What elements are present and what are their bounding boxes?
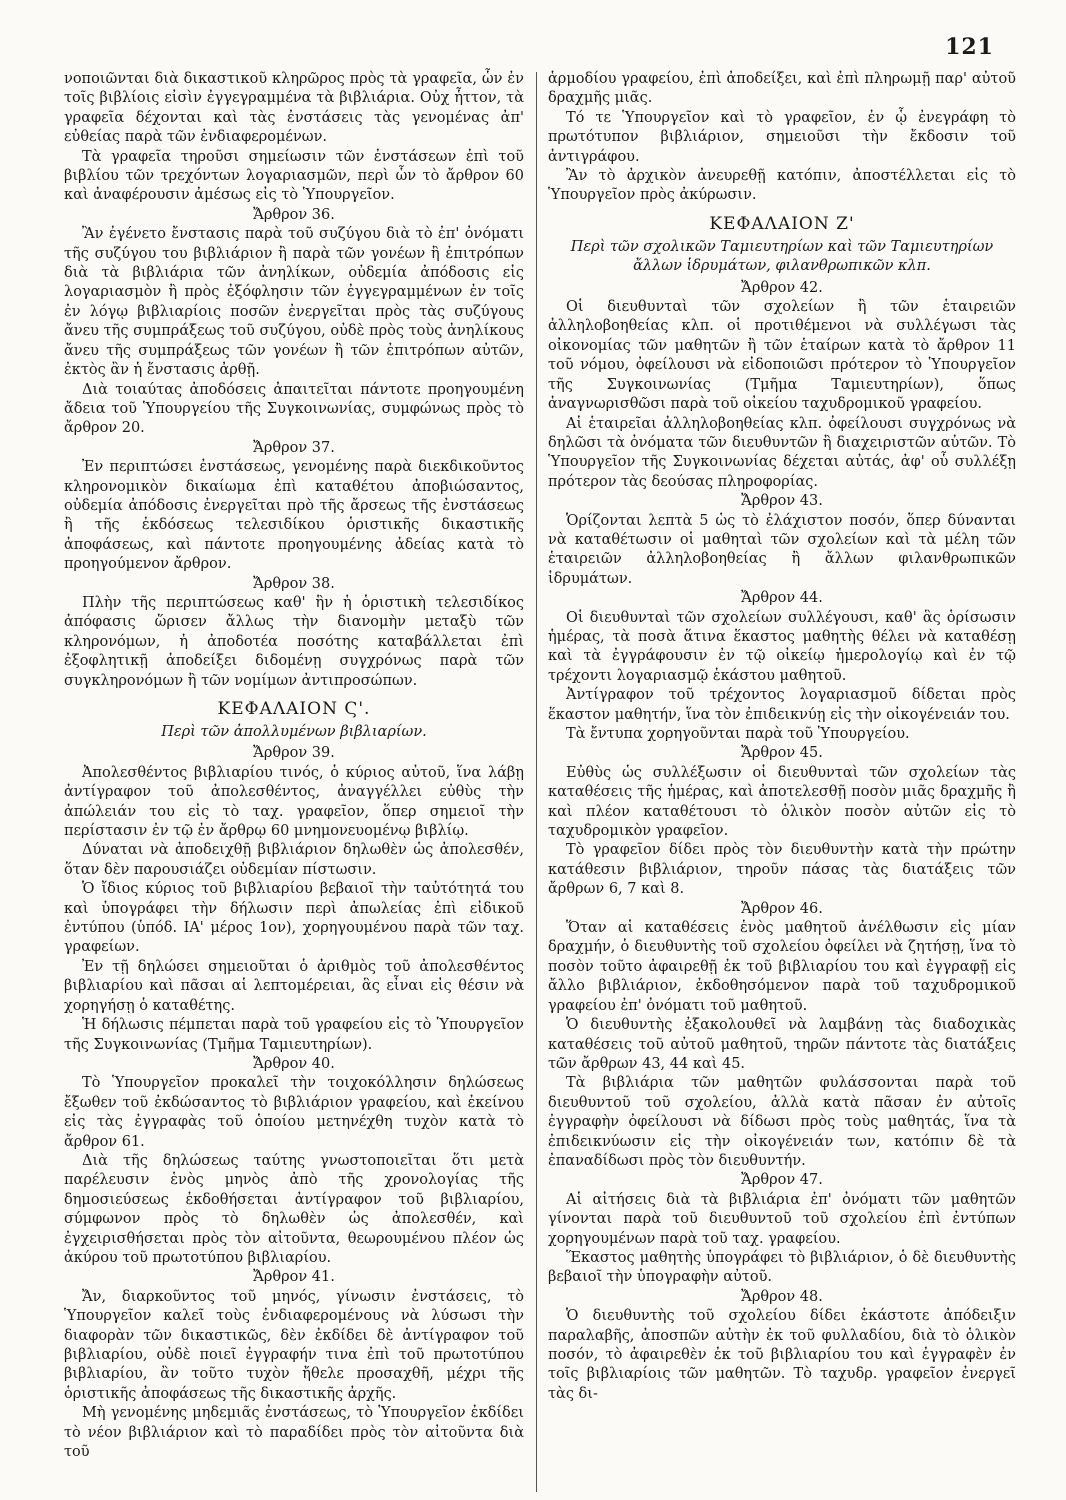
- paragraph: Ὁ ἴδιος κύριος τοῦ βιβλιαρίου βεβαιοῖ τὴν ταὐτότητά του καὶ ὑπογράφει τὴν δήλωσιν περὶ ἀπωλείας ἐπὶ εἰδικοῦ ἐντύπου (ὑπόδ. ΙΑ' μέρος 1ον), χορηγουμένου παρὰ τῶν ταχ. γραφείων.: [64, 881, 524, 956]
- paragraph: Ἐν τῇ δηλώσει σημειοῦται ὁ ἀριθμὸς τοῦ ἀπολεσθέντος βιβλιαρίου καὶ πᾶσαι αἱ λεπτομέρειαι, ἃς εἶναι εἰς θέσιν νὰ χορηγήσῃ ὁ καταθέτης.: [64, 958, 524, 1014]
- paragraph: Τὰ βιβλιάρια τῶν μαθητῶν φυλάσσονται παρὰ τοῦ διευθυντοῦ τοῦ σχολείου, ἀλλὰ κατὰ πᾶσαν ἐν αὐτοῖς ἐγγραφὴν ὀφείλουσι νὰ δίδωσι πρὸς τοὺς μαθητάς, ἵνα τὰ ἐπιδεικνύωσιν εἰς τὴν οἰκογένειάν των, κατόπιν δὲ τὰ ἐπαναδίδωσι πρὸς τὸν διευθυντήν.: [548, 1075, 1016, 1169]
- article-heading: Ἄρθρον 37.: [253, 439, 335, 456]
- paragraph: Ἡ δήλωσις πέμπεται παρὰ τοῦ γραφείου εἰς τὸ Ὑπουργεῖον τῆς Συγκοινωνίας (Τμῆμα Ταμιευτηρίων).: [64, 1017, 524, 1053]
- chapter-subtitle: Περὶ τῶν ἀπολλυμένων βιβλιαρίων.: [161, 724, 427, 740]
- article-heading: Ἄρθρον 45.: [741, 745, 823, 762]
- article-heading: Ἄρθρον 48.: [741, 1288, 823, 1305]
- paragraph: Ὁ διευθυντὴς τοῦ σχολείου δίδει ἑκάστοτε ἀπόδειξιν παραλαβῆς, ἀποσπῶν αὐτὴν ἐκ τοῦ φυλλαδίου, διὰ τὸ ὁλικὸν ποσόν, τὸ ἀφαιρεθὲν ἐκ τοῦ βιβλιαρίου του καὶ ἐγγραφὲν ἐν τοῖς βιβλιαρίοις τῶν μαθητῶν. Τὸ ταχυδρ. γραφεῖον ἐνεργεῖ τὰς δι-: [548, 1308, 1016, 1402]
- paragraph: Αἱ ἑταιρεῖαι ἀλληλοβοηθείας κλπ. ὀφείλουσι συγχρόνως νὰ δηλῶσι τὰ ὀνόματα τῶν διευθυντῶν ἢ διαχειριστῶν αὐτῶν. Τὸ Ὑπουργεῖον τῆς Συγκοινωνίας δέχεται αὐτάς, ἀφ' οὗ συλλέξῃ πρότερον τὰς δεούσας πληροφορίας.: [548, 415, 1016, 490]
- paragraph: Εὐθὺς ὡς συλλέξωσιν οἱ διευθυνταὶ τῶν σχολείων τὰς καταθέσεις τῆς ἡμέρας, καὶ ἀποτελεσθῇ ποσὸν μιᾶς δραχμῆς ἢ καὶ πλέον καταθέτουσι τὸ ὁλικὸν ποσὸν αὐτῶν εἰς τὸ ταχυδρομικὸν γραφεῖον.: [548, 764, 1016, 840]
- article-heading: Ἄρθρον 42.: [741, 279, 823, 296]
- paragraph: Ἀντίγραφον τοῦ τρέχοντος λογαριασμοῦ δίδεται πρὸς ἕκαστον μαθητήν, ἵνα τὸν ἐπιδεικνύῃ εἰς τὴν οἰκογένειάν του.: [548, 687, 1016, 723]
- paragraph: Ἀπολεσθέντος βιβλιαρίου τινός, ὁ κύριος αὐτοῦ, ἵνα λάβῃ ἀντίγραφον τοῦ ἀπολεσθέντος, ἀναγγέλλει εὐθὺς τὴν ἀπώλειάν του εἰς τὸ ταχ. γραφεῖον, ὅπερ σημειοῖ τὴν περίστασιν ἐν τῷ ἐν ἄρθρῳ 60 μνημονευομένῳ βιβλίῳ.: [64, 764, 524, 840]
- article-heading: Ἄρθρον 47.: [741, 1172, 823, 1189]
- paragraph: Ὅταν αἱ καταθέσεις ἑνὸς μαθητοῦ ἀνέλθωσιν εἰς μίαν δραχμήν, ὁ διευθυντὴς τοῦ σχολείου ὀφείλει νὰ ζητήσῃ, ἵνα τὸ ποσὸν τοῦτο ἀφαιρεθῇ ἐκ τοῦ βιβλιαρίου του καὶ ἐγγραφῇ εἰς ἄλλο βιβλιάριον, ἐκδοθησόμενον παρὰ τοῦ ταχυδρομικοῦ γραφείου ἐπ' ὀνόματι τοῦ μαθητοῦ.: [548, 920, 1016, 1014]
- article-heading: Ἄρθρον 43.: [741, 493, 823, 510]
- paragraph: Αἱ αἰτήσεις διὰ τὰ βιβλιάρια ἐπ' ὀνόματι τῶν μαθητῶν γίνονται παρὰ τοῦ διευθυντοῦ τοῦ σχολείου ἐπὶ ἐντύπων χορηγουμένων παρὰ τοῦ ταχ. γραφείου.: [548, 1191, 1016, 1247]
- left-column: [64, 70, 524, 1462]
- paragraph: Ὁρίζονται λεπτὰ 5 ὡς τὸ ἐλάχιστον ποσόν, ὅπερ δύνανται νὰ καταθέτωσιν οἱ μαθηταὶ τῶν σχολείων καὶ τὰ μέλη τῶν ἑταιρειῶν ἀλληλοβοηθείας ἢ ἄλλων φιλανθρωπικῶν ἱδρυμάτων.: [548, 512, 1016, 587]
- paragraph: Τὸ Ὑπουργεῖον προκαλεῖ τὴν τοιχοκόλλησιν δηλώσεως ἔξωθεν τοῦ ἐκδώσαντος τὸ βιβλιάριον γραφείου, καὶ ἐκείνου εἰς τὰς ἐγγραφὰς τοῦ ὁποίου μετηνέχθη τυχὸν κατὰ τὸ ἄρθρον 61.: [64, 1075, 524, 1150]
- paragraph: Διὰ τοιαύτας ἀποδόσεις ἀπαιτεῖται πάντοτε προηγουμένη ἄδεια τοῦ Ὑπουργείου τῆς Συγκοινωνίας, συμφώνως πρὸς τὸ ἄρθρον 20.: [64, 381, 524, 437]
- paragraph: Οἱ διευθυνταὶ τῶν σχολείων συλλέγουσι, καθ' ἃς ὁρίσωσιν ἡμέρας, τὰ ποσὰ ἅτινα ἕκαστος μαθητὴς θέλει νὰ καταθέσῃ καὶ τὰ ἐγγράφουσιν ἐν τῷ οἰκείῳ ἡμερολογίῳ καὶ ἐν τῷ τρέχοντι λογαριασμῷ ἑκάστου μαθητοῦ.: [548, 609, 1016, 684]
- paragraph: Πλὴν τῆς περιπτώσεως καθ' ἣν ἡ ὁριστικὴ τελεσιδίκος ἀπόφασις ὥρισεν ἄλλως τὴν διανομὴν μεταξὺ τῶν κληρονόμων, ἡ ἀποδοτέα ποσότης καταβάλλεται ἐπὶ ἐξοφλητικῇ ἀποδείξει διδομένῃ συγχρόνως παρὰ τῶν συγκληρονόμων ἢ τῶν νομίμων ἀντιπροσώπων.: [64, 594, 524, 689]
- column-divider: [536, 72, 537, 1492]
- paragraph: Οἱ διευθυνταὶ τῶν σχολείων ἢ τῶν ἑταιρειῶν ἀλληλοβοηθείας κλπ. οἱ προτιθέμενοι νὰ συλλέγωσι τὰς οἰκονομίας τῶν μαθητῶν ἢ τῶν ἑταίρων κατὰ τὸ ἄρθρον 11 τοῦ νόμου, ὀφείλουσι νὰ εἰδοποιῶσι πρότερον τὸ Ὑπουργεῖον τῆς Συγκοινωνίας (Τμῆμα Ταμιευτηρίων), ὅπως ἀναγνωρισθῶσι παρὰ τοῦ οἰκείου ταχυδρομικοῦ γραφείου.: [548, 299, 1016, 413]
- paragraph: Ἐν περιπτώσει ἐνστάσεως, γενομένης παρὰ διεκδικοῦντος κληρονομικὸν δικαίωμα ἐπὶ καταθέτου ἀποβιώσαντος, οὐδεμία ἀπόδοσις ἐνεργεῖται πρὸ τῆς ἄρσεως τῆς ἐνστάσεως ἢ τῆς ἐκδόσεως τελεσιδίκου ὁριστικῆς δικαστικῆς ἀποφάσεως, καὶ πάντοτε προηγουμένης ἀδείας κατὰ τὸ προηγούμενον ἄρθρον.: [64, 459, 524, 573]
- paragraph: Τό τε Ὑπουργεῖον καὶ τὸ γραφεῖον, ἐν ᾧ ἐνεγράφη τὸ πρωτότυπον βιβλιάριον, σημειοῦσι τὴν ἔκδοσιν τοῦ ἀντιγράφου.: [548, 109, 1016, 165]
- paragraph: νοποιῶνται διὰ δικαστικοῦ κληρῶρος πρὸς τὰ γραφεῖα, ὧν ἐν τοῖς βιβλίοις εἰσὶν ἐγγεγραμμένα τὰ βιβλιάρια. Οὐχ ἧττον, τὰ γραφεῖα δέχονται καὶ τὰς ἐνστάσεις τὰς γενομένας ἀπ' εὐθείας παρὰ τῶν ἐνδιαφερομένων.: [64, 71, 524, 146]
- article-heading: Ἄρθρον 36.: [253, 206, 335, 223]
- paragraph: Ἂν τὸ ἀρχικὸν ἀνευρεθῇ κατόπιν, ἀποστέλλεται εἰς τὸ Ὑπουργεῖον πρὸς ἀκύρωσιν.: [548, 168, 1016, 204]
- paragraph: Τὸ γραφεῖον δίδει πρὸς τὸν διευθυντὴν κατὰ τὴν πρώτην κατάθεσιν βιβλιάριον, τηροῦν πάσας τὰς διατάξεις τῶν ἄρθρων 6, 7 καὶ 8.: [548, 842, 1016, 898]
- chapter-heading: ΚΕΦΑΛΑΙΟΝ Ϛ'.: [217, 699, 371, 719]
- paragraph: Ὁ διευθυντὴς ἐξακολουθεῖ νὰ λαμβάνῃ τὰς διαδοχικὰς καταθέσεις τοῦ αὐτοῦ μαθητοῦ, τηρῶν πάντοτε τὰς διατάξεις τῶν ἄρθρων 43, 44 καὶ 45.: [548, 1017, 1016, 1072]
- paragraph: Ἕκαστος μαθητὴς ὑπογράφει τὸ βιβλιάριον, ὁ δὲ διευθυντὴς βεβαιοῖ τὴν ὑπογραφὴν αὐτοῦ.: [548, 1249, 1016, 1286]
- article-heading: Ἄρθρον 41.: [253, 1269, 335, 1286]
- paragraph: Δύναται νὰ ἀποδειχθῇ βιβλιάριον δηλωθὲν ὡς ἀπολεσθέν, ὅταν δὲν παρουσιάζει οὐδεμίαν πίστωσιν.: [64, 842, 524, 878]
- article-heading: Ἄρθρον 38.: [253, 575, 335, 592]
- paragraph: Τὰ ἔντυπα χορηγοῦνται παρὰ τοῦ Ὑπουργείου.: [566, 726, 910, 742]
- paragraph: Τὰ γραφεῖα τηροῦσι σημείωσιν τῶν ἐνστάσεων ἐπὶ τοῦ βιβλίου τῶν τρεχόντων λογαριασμῶν, περὶ ὧν τὸ ἄρθρον 60 καὶ ἀναφέρουσιν ἀμέσως εἰς τὸ Ὑπουργεῖον.: [64, 148, 524, 204]
- page-number: 121: [945, 34, 994, 60]
- paragraph: Ἂν ἐγένετο ἔνστασις παρὰ τοῦ συζύγου διὰ τὸ ἐπ' ὀνόματι τῆς συζύγου του βιβλιάριον ἢ παρὰ τῶν γονέων ἢ ἐπιτρόπων διὰ τὰ βιβλιάρια τῶν ἀνηλίκων, οὐδεμία ἀπόδοσις εἰς λογαριασμὸν ἢ πρὸς ἐξόφλησιν τῶν ἐγγεγραμμένων ἐν τοῖς ἐν λόγῳ βιβλιαρίοις ποσῶν ἐνεργεῖται πρὸς τὰς συζύγους ἄνευ τῆς συμπράξεως τοῦ συζύγου, οὐδὲ πρὸς τοὺς ἀνηλίκους ἄνευ τῆς συμπράξεως τῶν γονέων ἢ τῶν ἐπιτρόπων αὐτῶν, ἐκτὸς ἂν ἡ ἔνστασις ἀρθῇ.: [64, 226, 524, 379]
- article-heading: Ἄρθρον 40.: [253, 1055, 335, 1072]
- paragraph: ἁρμοδίου γραφείου, ἐπὶ ἀποδείξει, καὶ ἐπὶ πληρωμῇ παρ' αὐτοῦ δραχμῆς μιᾶς.: [548, 71, 1016, 107]
- right-column: [548, 70, 1016, 1404]
- chapter-subtitle: Περὶ τῶν σχολικῶν Ταμιευτηρίων καὶ τῶν Ταμιευτηρίων ἄλλων ἱδρυμάτων, φιλανθρωπικῶν κλπ.: [570, 238, 994, 275]
- article-heading: Ἄρθρον 44.: [741, 590, 823, 607]
- article-heading: Ἄρθρον 46.: [741, 900, 823, 917]
- article-heading: Ἄρθρον 39.: [253, 745, 335, 762]
- paragraph: Διὰ τῆς δηλώσεως ταύτης γνωστοποιεῖται ὅτι μετὰ παρέλευσιν ἑνὸς μηνὸς ἀπὸ τῆς χρονολογίας τῆς δημοσιεύσεως ἐκδοθήσεται ἀντίγραφον τοῦ βιβλιαρίου, σύμφωνον πρὸς τὸ δηλωθὲν ὡς ἀπολεσθέν, καὶ ἐγχειρισθήσεται πρὸς τὸν αἰτοῦντα, θεωρουμένου πλέον ὡς ἀκύρου τοῦ πρωτοτύπου βιβλιαρίου.: [64, 1152, 524, 1266]
- chapter-heading: ΚΕΦΑΛΑΙΟΝ Ζ': [709, 213, 855, 234]
- paragraph: Ἄν, διαρκοῦντος τοῦ μηνός, γίνωσιν ἐνστάσεις, τὸ Ὑπουργεῖον καλεῖ τοὺς ἐνδιαφερομένους νὰ λύσωσι τὴν διαφορὰν τῶν δικαστικῶς, δὲν ἐκδίδει δὲ ἀντίγραφον τοῦ βιβλιαρίου, οὐδὲ ποιεῖ ἐγγραφήν τινα ἐπὶ τοῦ πρωτοτύπου βιβλιαρίου, ἂν τοῦτο τυχὸν ἤθελε προσαχθῆ, μέχρι τῆς ὁριστικῆς ἀποφάσεως τῆς δικαστικῆς ἀρχῆς.: [64, 1288, 524, 1402]
- paragraph: Μὴ γενομένης μηδεμιᾶς ἐνστάσεως, τὸ Ὑπουργεῖον ἐκδίδει τὸ νέον βιβλιάριον καὶ τὸ παραδίδει πρὸς τὸν αἰτοῦντα διὰ τοῦ: [64, 1405, 524, 1461]
